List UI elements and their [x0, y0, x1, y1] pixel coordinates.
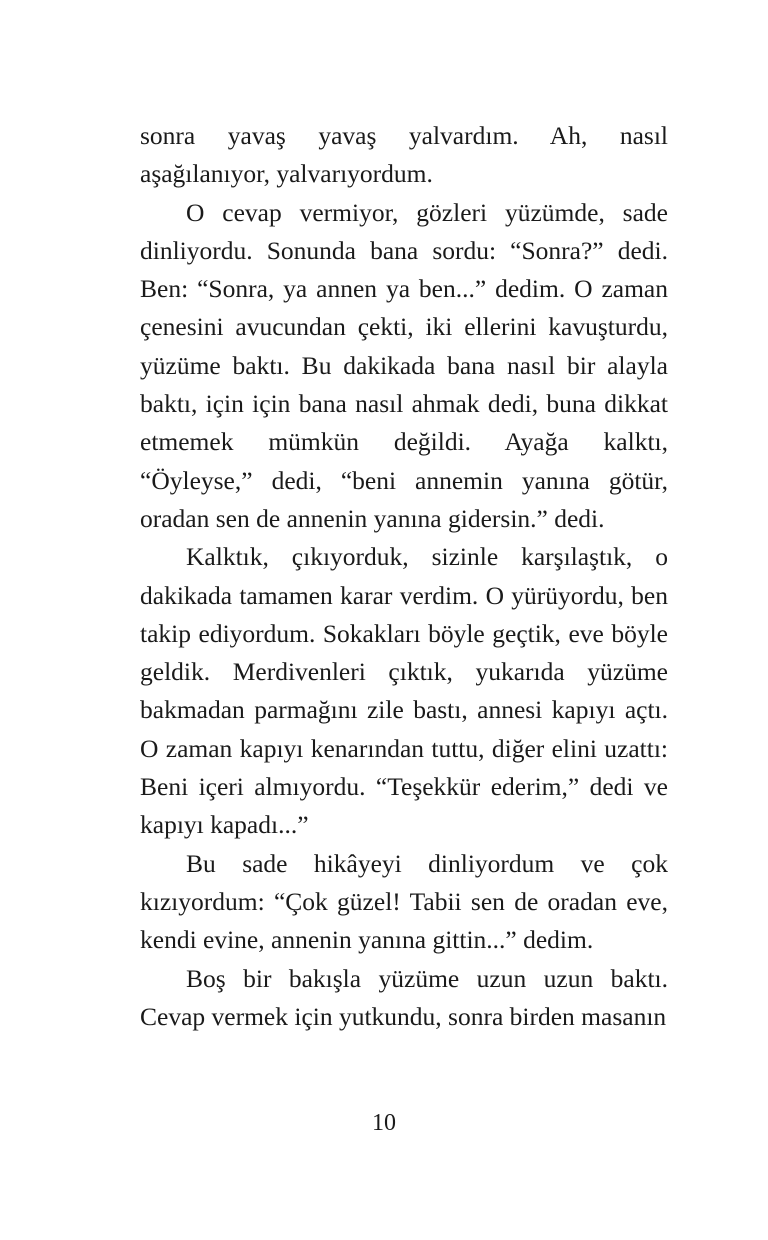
paragraph-continuation: sonra yavaş yavaş yalvardım. Ah, nasıl aşağılanıyor, yalvarıyordum. — [140, 121, 668, 189]
paragraph: O cevap vermiyor, gözleri yüzümde, sade dinliyordu. Sonunda bana sordu: “Sonra?” dedi. Ben: “Sonra, ya annen ya ben...” dedim. O zaman çenesini avucundan çekti, iki ellerini kavuşturdu, yüzüme baktı. Bu dakikada bana nasıl bir alayla baktı, için için bana nasıl ahmak dedi, buna dikkat etmemek mümkün değildi. Ayağa kalktı, “Öyleyse,” dedi, “beni annemin yanına götür, oradan sen de annenin yanına gidersin.” dedi. — [140, 197, 668, 533]
paragraph: Bu sade hikâyeyi dinliyordum ve çok kızıyordum: “Çok güzel! Tabii sen de oradan eve, kendi evine, annenin yanına gittin...” dedim. — [140, 848, 668, 955]
body-text — [140, 117, 668, 1036]
page-number: 10 — [372, 1110, 396, 1136]
paragraph: Kalktık, çıkıyorduk, sizinle karşılaştık, o dakikada tamamen karar verdim. O yürüyordu, ben takip ediyordum. Sokakları böyle geçtik, eve böyle geldik. Merdivenleri çıktık, yukarıda yüzüme bakmadan parmağını zile bastı, annesi kapıyı açtı. O zaman kapıyı kenarından tuttu, diğer elini uzattı: Beni içeri almıyordu. “Teşekkür ederim,” dedi ve kapıyı kapadı...” — [140, 542, 668, 840]
paragraph: Boş bir bakışla yüzüme uzun uzun baktı. Cevap vermek için yutkundu, sonra birden masanın — [140, 963, 668, 1031]
